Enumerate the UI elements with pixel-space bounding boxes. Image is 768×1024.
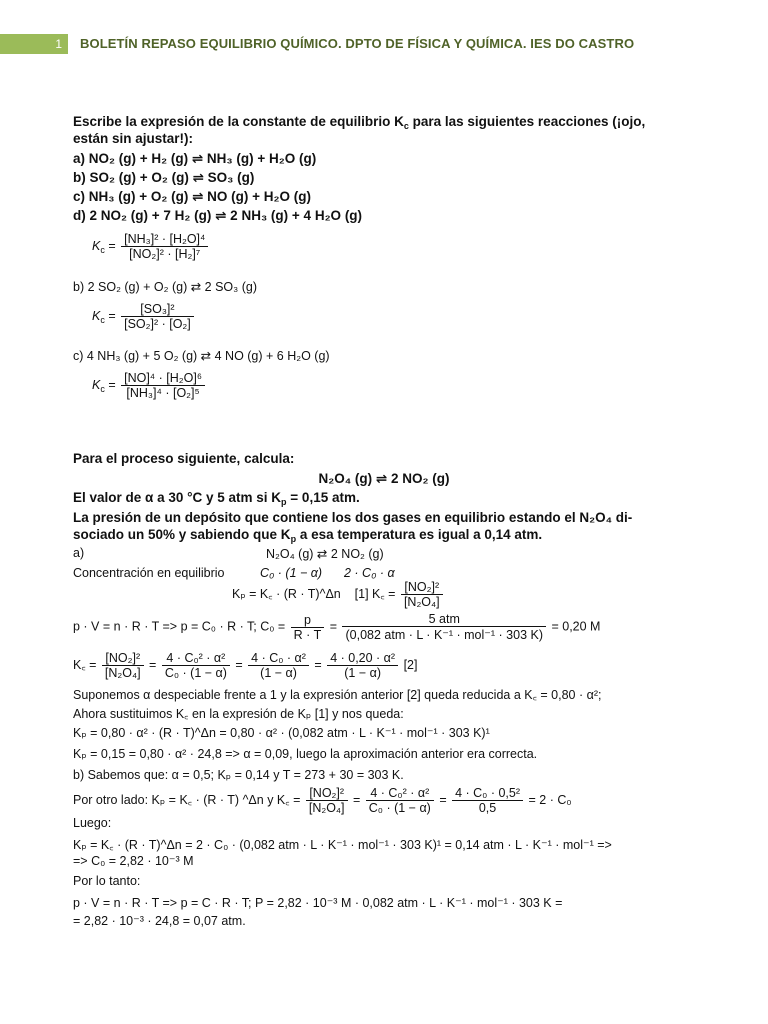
luego-line-2: => C₀ = 2,82 · 10⁻³ M xyxy=(73,854,194,868)
q1-reaction-a: a) NO₂ (g) + H₂ (g) ⇌ NH₃ (g) + H₂O (g) xyxy=(73,151,317,166)
portanto-label: Por lo tanto: xyxy=(73,874,141,888)
final-line-2: = 2,82 · 10⁻³ · 24,8 = 0,07 atm. xyxy=(73,914,246,928)
kc-expression-b: $K_c$ = $\frac{\text{[SO₃]²}}{\text{[SO₂]² · [O₂]}}$ xyxy=(92,302,196,331)
q1-reaction-c: c) NH₃ (g) + O₂ (g) ⇌ NO (g) + H₂O (g) xyxy=(73,189,312,204)
kp-line-2: Kₚ = 0,15 = 0,80 · α² · 24,8 => α = 0,09, luego la aproximación anterior era correcta. xyxy=(73,747,538,761)
q2-intro: Para el proceso siguiente, calcula: xyxy=(73,451,295,466)
q1-prompt-line1: Escribe la expresión de la constante de equilibrio $K_c$ para las siguientes reacciones (¡ojo, xyxy=(73,114,646,131)
q1-b-equation: b) 2 SO₂ (g) + O₂ (g) ⇄ 2 SO₃ (g) xyxy=(73,280,257,294)
final-line-1: p · V = n · R · T => p = C · R · T; P = 2,82 · 10⁻³ M · 0,082 atm · L · K⁻¹ · mol⁻¹ · 303 K = xyxy=(73,896,563,910)
kc-alpha-expression: K꜀ = $\frac{\text{[NO₂]²}}{\text{[N₂O₄]}}$ = $\frac{\text{4 · C₀² · α²}}{\text{C₀ · (1 − α)}}$ = $\frac{\text{4 · C₀ · α²}}{(1 - \alpha)}$ = $\frac{\text{4 · 0,20 · α²}}{(1 - \alpha)}$ [2] xyxy=(73,651,418,680)
q2-part-a: El valor de α a 30 °C y 5 atm si $K_p = 0,15$ atm. xyxy=(73,490,360,507)
otro-lado-line: Por otro lado: Kₚ = K꜀ · (R · T) ^Δn y K꜀ = $\frac{\text{[NO₂]²}}{\text{[N₂O₄]}}$ = $\frac{\text{4 · C₀² · α²}}{\text{C₀ · (1 − α)}}$ = $\frac{\text{4 · C₀ · 0,5²}}{0,5}$ = 2 · C₀ xyxy=(73,786,572,815)
q2-reaction: N₂O₄ (g) ⇌ 2 NO₂ (g) xyxy=(318,471,450,486)
sol-b-line: b) Sabemos que: α = 0,5; Kₚ = 0,14 y T = 273 + 30 = 303 K. xyxy=(73,768,404,782)
q2-part-b-line2: sociado un 50% y sabiendo que $K_p$ a esa temperatura es igual a 0,14 atm. xyxy=(73,527,543,544)
conc-no2: 2 · C₀ · α xyxy=(344,566,395,580)
header-title: BOLETÍN REPASO EQUILIBRIO QUÍMICO. DPTO DE FÍSICA Y QUÍMICA. IES DO CASTRO xyxy=(80,36,635,51)
q1-prompt-line2: están sin ajustar!): xyxy=(73,131,194,146)
sol-a-label: a) xyxy=(73,546,85,560)
q1-c-equation: c) 4 NH₃ (g) + 5 O₂ (g) ⇄ 4 NO (g) + 6 H₂O (g) xyxy=(73,349,330,363)
luego-line-1: Kₚ = K꜀ · (R · T)^Δn = 2 · C₀ · (0,082 atm · L · K⁻¹ · mol⁻¹ · 303 K)¹ = 0,14 atm · L · K⁻¹ · mol⁻¹ => xyxy=(73,838,612,852)
kc-expression-d: $K_c$ = $\frac{\text{[NH₃]² · [H₂O]⁴}}{\text{[NO₂]² · [H₂]⁷}}$ xyxy=(92,232,210,261)
q1-reaction-b: b) SO₂ (g) + O₂ (g) ⇌ SO₃ (g) xyxy=(73,170,255,185)
q1-reaction-d: d) 2 NO₂ (g) + 7 H₂ (g) ⇌ 2 NH₃ (g) + 4 H₂O (g) xyxy=(73,208,363,223)
luego-label: Luego: xyxy=(73,816,112,830)
page-header xyxy=(0,34,768,54)
q2-part-b-line1: La presión de un depósito que contiene los dos gases en equilibrio estando el N₂O₄ di- xyxy=(73,510,633,525)
page-number: 1 xyxy=(0,34,68,54)
suponemos-line: Suponemos α despeciable frente a 1 y la expresión anterior [2] queda reducida a K꜀ = 0,80 · α²; xyxy=(73,688,602,702)
conc-label: Concentración en equilibrio xyxy=(73,566,225,580)
pv-line: p · V = n · R · T => p = C₀ · R · T; C₀ = $\frac{p}{R \cdot T}$ = $\frac{\text{5 atm}}{\text{(0,082 atm · L · K⁻¹ · mol⁻¹ · 303 K)}}$ = 0,20 M xyxy=(73,612,601,642)
kp-relation: Kₚ = K꜀ · (R · T)^Δn [1] K꜀ = $\frac{\text{[NO₂]²}}{\text{[N₂O₄]}}$ xyxy=(232,580,445,609)
kp-line-1: Kₚ = 0,80 · α² · (R · T)^Δn = 0,80 · α² · (0,082 atm · L · K⁻¹ · mol⁻¹ · 303 K)¹ xyxy=(73,726,490,740)
conc-n2o4: C₀ · (1 − α) xyxy=(260,566,323,580)
kc-expression-c: $K_c$ = $\frac{\text{[NO]⁴ · [H₂O]⁶}}{\text{[NH₃]⁴ · [O₂]⁵}}$ xyxy=(92,371,207,400)
sol-a-equation: N₂O₄ (g) ⇄ 2 NO₂ (g) xyxy=(266,547,384,561)
ahora-line: Ahora sustituimos K꜀ en la expresión de Kₚ [1] y nos queda: xyxy=(73,707,404,721)
